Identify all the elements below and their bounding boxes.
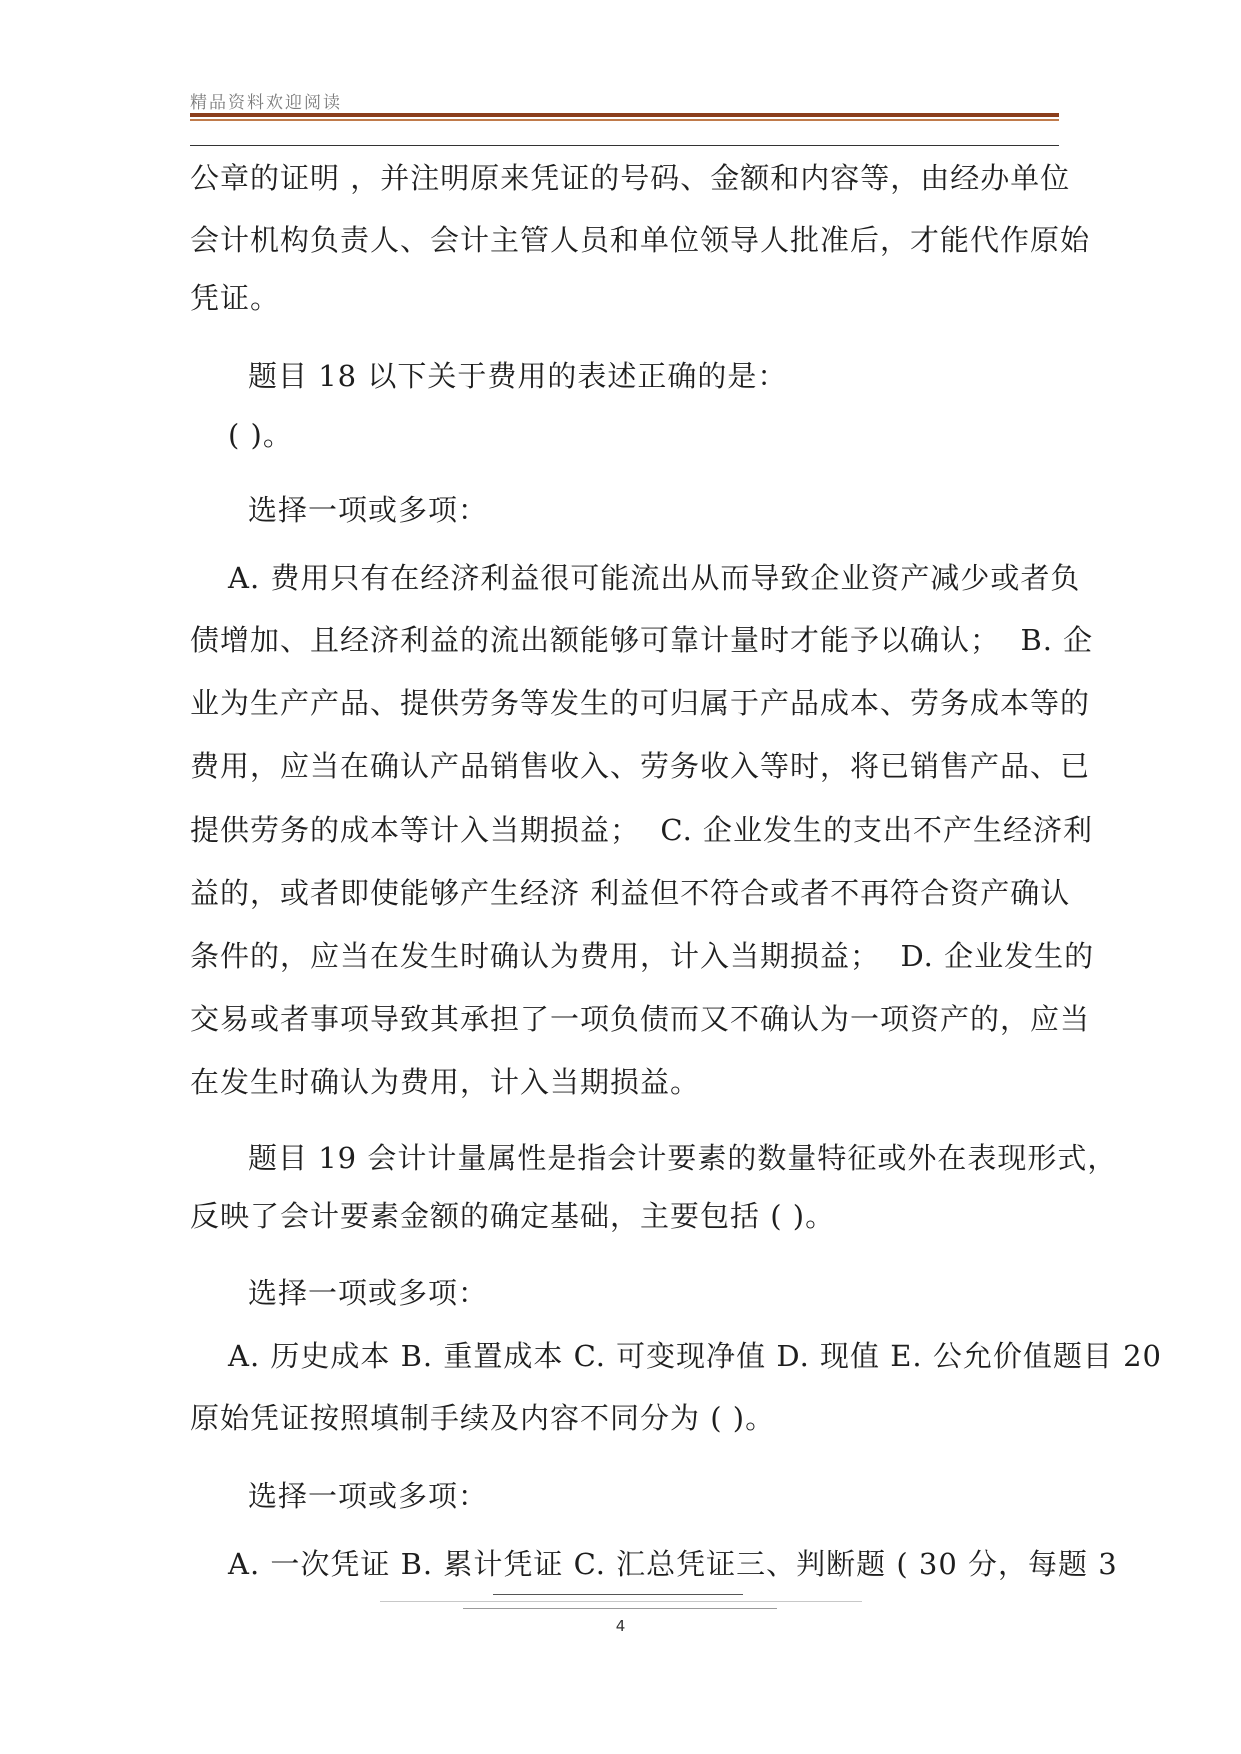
text-line: 费用，应当在确认产品销售收入、劳务收入等时，将已销售产品、已 — [190, 749, 1091, 783]
header-rule-mid — [190, 119, 1059, 121]
option-line: A. 费用只有在经济利益很可能流出从而导致企业资产减少或者负 — [228, 561, 1081, 595]
header-rule-thin — [190, 145, 1059, 146]
footer-rule-lower — [463, 1608, 777, 1609]
footer-rule-upper — [493, 1594, 743, 1595]
footer-rule-wide — [380, 1601, 862, 1602]
text-line: 债增加、且经济利益的流出额能够可靠计量时才能予以确认； B. 企 — [190, 623, 1094, 657]
header-label: 精品资料欢迎阅读 — [190, 93, 342, 113]
text-line: 业为生产产品、提供劳务等发生的可归属于产品成本、劳务成本等的 — [190, 686, 1091, 720]
question-heading: 题目 18 以下关于费用的表述正确的是： — [248, 359, 788, 393]
option-line: A. 一次凭证 B. 累计凭证 C. 汇总凭证三、判断题 ( 30 分，每题 3 — [228, 1547, 1118, 1581]
text-line: 原始凭证按照填制手续及内容不同分为 ( )。 — [190, 1401, 776, 1435]
instruction-line: 选择一项或多项： — [248, 1276, 489, 1310]
text-line: 交易或者事项导致其承担了一项负债而又不确认为一项资产的，应当 — [190, 1002, 1091, 1036]
instruction-line: 选择一项或多项： — [248, 493, 489, 527]
text-line: 提供劳务的成本等计入当期损益； C. 企业发生的支出不产生经济利 — [190, 813, 1094, 847]
page-number: 4 — [615, 1617, 626, 1635]
text-line: 在发生时确认为费用，计入当期损益。 — [190, 1065, 701, 1099]
text-line: 益的，或者即使能够产生经济 利益但不符合或者不再符合资产确认 — [190, 876, 1071, 910]
header-rule-thick — [190, 113, 1059, 117]
text-line: ( )。 — [228, 418, 293, 452]
instruction-line: 选择一项或多项： — [248, 1479, 489, 1513]
question-heading: 题目 19 会计计量属性是指会计要素的数量特征或外在表现形式， — [248, 1141, 1118, 1175]
text-line: 会计机构负责人、会计主管人员和单位领导人批准后，才能代作原始 — [190, 223, 1091, 257]
text-line: 公章的证明 ，并注明原来凭证的号码、金额和内容等，由经办单位 — [190, 161, 1071, 195]
text-line: 条件的，应当在发生时确认为费用，计入当期损益； D. 企业发生的 — [190, 939, 1095, 973]
option-line: A. 历史成本 B. 重置成本 C. 可变现净值 D. 现值 E. 公允价值题目 20 — [228, 1339, 1162, 1373]
text-line: 凭证。 — [190, 281, 281, 315]
text-line: 反映了会计要素金额的确定基础，主要包括 ( )。 — [190, 1199, 836, 1233]
